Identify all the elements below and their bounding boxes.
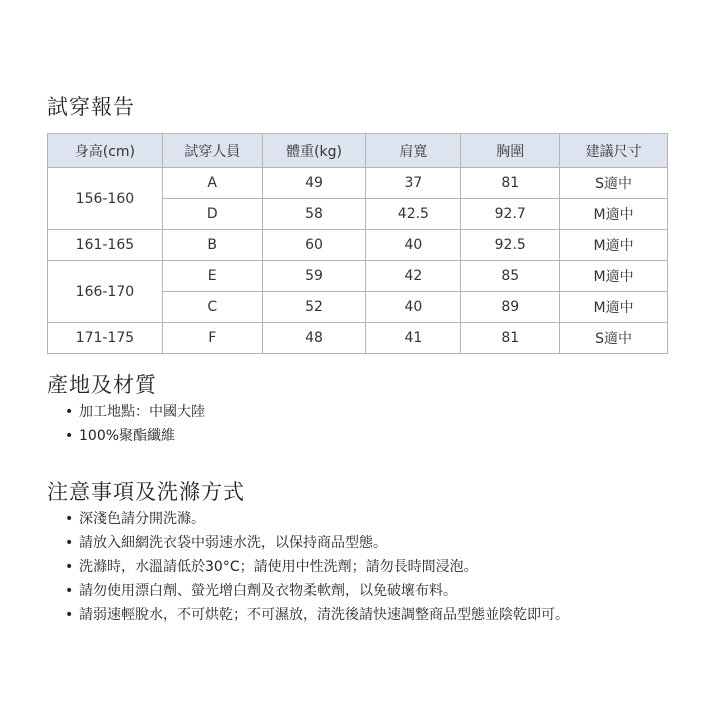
weight-cell: 49 [262, 168, 366, 199]
list-item-text: 請勿使用漂白劑、螢光增白劑及衣物柔軟劑，以免破壞布料。 [79, 583, 457, 599]
list-item-text: 洗滌時，水溫請低於30°C；請使用中性洗劑；請勿長時間浸泡。 [79, 559, 478, 575]
list-item-text: 加工地點：中國大陸 [79, 404, 205, 420]
size-cell: M適中 [560, 199, 668, 230]
height-cell: 166-170 [48, 261, 163, 323]
list-item [60, 603, 569, 627]
size-cell: S適中 [560, 168, 668, 199]
tester-cell: D [162, 199, 262, 230]
header-weight: 體重(kg) [262, 134, 366, 168]
list-item-text: 深淺色請分開洗滌。 [79, 511, 205, 527]
tester-cell: A [162, 168, 262, 199]
list-item-text: 請弱速輕脫水，不可烘乾；不可濕放，清洗後請快速調整商品型態並陰乾即可。 [79, 607, 569, 623]
table-row [48, 168, 668, 199]
chest-cell: 89 [461, 292, 560, 323]
list-item [60, 555, 569, 579]
chest-cell: 81 [461, 323, 560, 354]
fit-report-title: 試穿報告 [47, 95, 135, 119]
care-title: 注意事項及洗滌方式 [47, 480, 245, 504]
list-item [60, 579, 569, 603]
list-item-text: 100%聚酯纖維 [79, 428, 176, 444]
weight-cell: 60 [262, 230, 366, 261]
fit-report-table [47, 133, 668, 354]
table-row [48, 261, 668, 292]
tester-cell: C [162, 292, 262, 323]
chest-cell: 85 [461, 261, 560, 292]
tester-cell: F [162, 323, 262, 354]
materials-list [60, 400, 205, 448]
height-cell: 156-160 [48, 168, 163, 230]
care-list [60, 507, 569, 627]
weight-cell: 58 [262, 199, 366, 230]
header-chest: 胸圍 [461, 134, 560, 168]
list-item-text: 請放入細網洗衣袋中弱速水洗，以保持商品型態。 [79, 535, 387, 551]
tester-cell: B [162, 230, 262, 261]
bullet-icon: • [65, 428, 74, 444]
header-height: 身高(cm) [48, 134, 163, 168]
header-size: 建議尺寸 [560, 134, 668, 168]
chest-cell: 92.5 [461, 230, 560, 261]
list-item [60, 507, 569, 531]
shoulder-cell: 37 [366, 168, 461, 199]
table-header-row [48, 134, 668, 168]
bullet-icon: • [65, 559, 74, 575]
chest-cell: 92.7 [461, 199, 560, 230]
size-cell: M適中 [560, 292, 668, 323]
height-cell: 171-175 [48, 323, 163, 354]
table-row [48, 230, 668, 261]
bullet-icon: • [65, 583, 74, 599]
tester-cell: E [162, 261, 262, 292]
shoulder-cell: 40 [366, 292, 461, 323]
weight-cell: 48 [262, 323, 366, 354]
materials-title: 產地及材質 [47, 373, 157, 397]
chest-cell: 81 [461, 168, 560, 199]
weight-cell: 52 [262, 292, 366, 323]
weight-cell: 59 [262, 261, 366, 292]
size-cell: M適中 [560, 261, 668, 292]
table-row [48, 323, 668, 354]
bullet-icon: • [65, 511, 74, 527]
height-cell: 161-165 [48, 230, 163, 261]
list-item [60, 424, 205, 448]
size-cell: S適中 [560, 323, 668, 354]
size-cell: M適中 [560, 230, 668, 261]
shoulder-cell: 42.5 [366, 199, 461, 230]
shoulder-cell: 40 [366, 230, 461, 261]
shoulder-cell: 42 [366, 261, 461, 292]
header-shoulder: 肩寬 [366, 134, 461, 168]
list-item [60, 400, 205, 424]
bullet-icon: • [65, 535, 74, 551]
bullet-icon: • [65, 607, 74, 623]
shoulder-cell: 41 [366, 323, 461, 354]
list-item [60, 531, 569, 555]
bullet-icon: • [65, 404, 74, 420]
header-tester: 試穿人員 [162, 134, 262, 168]
